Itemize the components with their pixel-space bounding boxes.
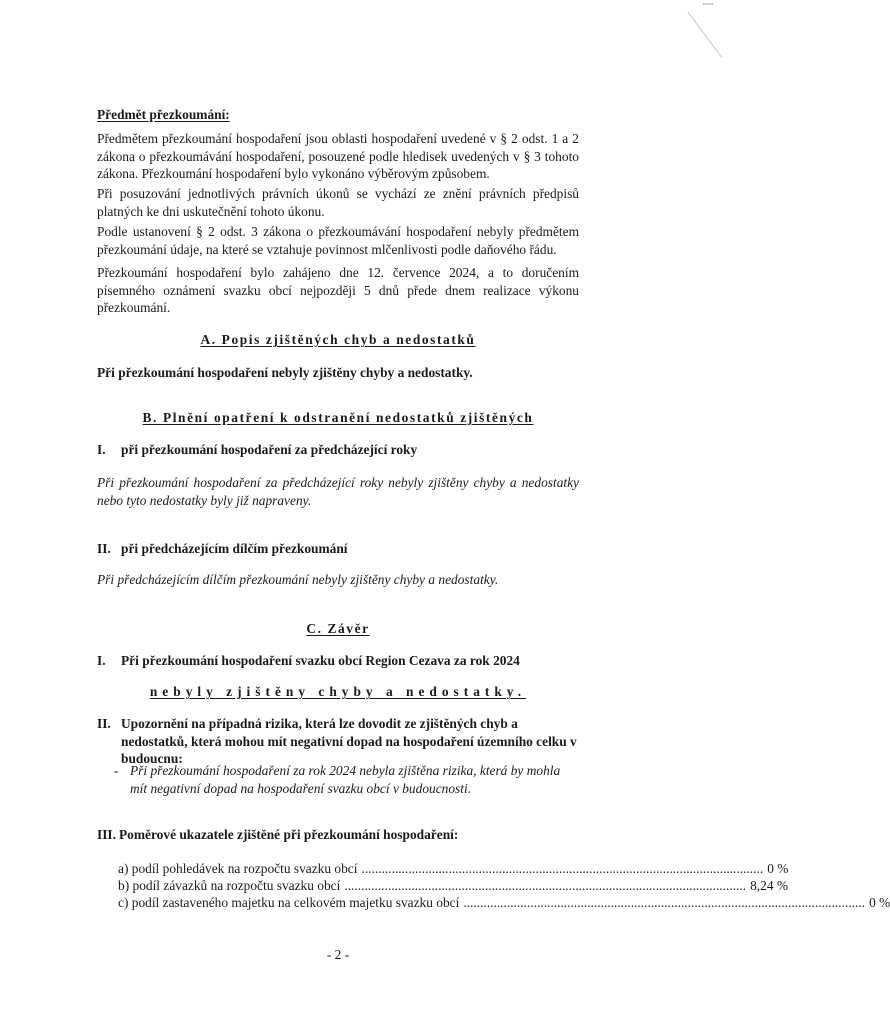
ratio-label: c) podíl zastaveného majetku na celkovém majetku svazku obcí (118, 895, 460, 910)
ratio-label: a) podíl pohledávek na rozpočtu svazku obcí (118, 861, 358, 876)
section-c-item-1-title (97, 652, 579, 670)
ratio-row-liabilities (118, 877, 789, 894)
ratio-value: 0 % (869, 895, 890, 910)
page-number: - 2 - (326, 947, 350, 962)
ratios-list (118, 860, 890, 911)
subject-heading: Předmět přezkoumání: (97, 107, 230, 122)
section-c-item-2-title (97, 715, 579, 768)
section-c-item-1-result: nebyly zjištěny chyby a nedostatky. (149, 684, 527, 699)
subject-paragraph-4: Přezkoumání hospodaření bylo zahájeno dne 12. července 2024, a to doručením písemného oznámení svazku obcí nejpozději 5 dnů přede dnem realizace výkonu přezkoumání. (97, 265, 579, 315)
section-c-item-3-title (97, 826, 579, 844)
section-b-item-2-text: Při předcházejícím dílčím přezkoumání nebyly zjištěny chyby a nedostatky. (97, 572, 499, 587)
leader-dots: ........................................................................................................................ (361, 861, 764, 876)
ratio-value: 0 % (767, 861, 789, 876)
section-b-item-2-title (97, 540, 579, 558)
section-b-item-1-text: Při přezkoumání hospodaření za předcházející roky nebyly zjištěny chyby a nedostatky nebo tyto nedostatky byly již napraveny. (97, 475, 579, 508)
subject-paragraph-3: Podle ustanovení § 2 odst. 3 zákona o přezkoumávání hospodaření nebyly předmětem přezkoumání údaje, na které se vztahuje povinnost mlčenlivosti podle daňového řádu. (97, 224, 579, 257)
subject-paragraph-2: Při posuzování jednotlivých právních úkonů se vychází ze znění právních předpisů platných ke dni uskutečnění tohoto úkonu. (97, 186, 579, 219)
section-b-item-1-title-text: při přezkoumání hospodaření za předcházející roky (121, 442, 418, 457)
leader-dots: ........................................................................................................................ (344, 878, 747, 893)
section-b-item-1-number: I. (97, 442, 106, 457)
section-a-statement: Při přezkoumání hospodaření nebyly zjištěny chyby a nedostatky. (97, 365, 473, 380)
section-b-item-2-number: II. (97, 541, 111, 556)
leader-dots: ........................................................................................................................ (463, 895, 866, 910)
section-c-item-3-title-text: Poměrové ukazatele zjištěné při přezkoumání hospodaření: (119, 827, 459, 842)
section-c-heading: C. Závěr (306, 621, 370, 636)
bullet-dash: - (114, 763, 119, 778)
ratio-label: b) podíl závazků na rozpočtu svazku obcí (118, 878, 341, 893)
section-a-heading: A. Popis zjištěných chyb a nedostatků (200, 332, 476, 347)
section-c-item-3-number: III. (97, 827, 116, 842)
section-c-item-1-number: I. (97, 653, 106, 668)
section-c-item-2-text: Při přezkoumání hospodaření za rok 2024 nebyla zjištěna rizika, která by mohla mít negativní dopad na hospodaření svazku obcí v budoucnosti. (130, 763, 561, 796)
section-b-item-2-title-text: při předcházejícím dílčím přezkoumání (121, 541, 348, 556)
ratio-value: 8,24 % (750, 878, 789, 893)
section-c-item-2-bullet-row (114, 762, 578, 797)
scan-corner-mark (604, 0, 724, 60)
section-c-item-2-number: II. (97, 716, 111, 731)
ratio-row-pledged-assets (118, 894, 890, 911)
section-c-item-1-title-text: Při přezkoumání hospodaření svazku obcí Region Cezava za rok 2024 (121, 653, 520, 668)
subject-paragraph-1: Předmětem přezkoumání hospodaření jsou oblasti hospodaření uvedené v § 2 odst. 1 a 2 zákona o přezkoumávání hospodaření, posouzené podle hledisek uvedených v § 3 tohoto zákona. Přezkoumání hospodaření bylo vykonáno výběrovým způsobem. (97, 131, 579, 181)
section-c-item-2-title-text: Upozornění na případná rizika, která lze dovodit ze zjištěných chyb a nedostatků, která mohou mít negativní dopad na hospodaření územního celku v budoucnu: (121, 716, 577, 766)
section-b-heading: B. Plnění opatření k odstranění nedostatků zjištěných (142, 410, 534, 425)
ratio-row-receivables (118, 860, 789, 877)
section-b-item-1-title (97, 441, 579, 459)
